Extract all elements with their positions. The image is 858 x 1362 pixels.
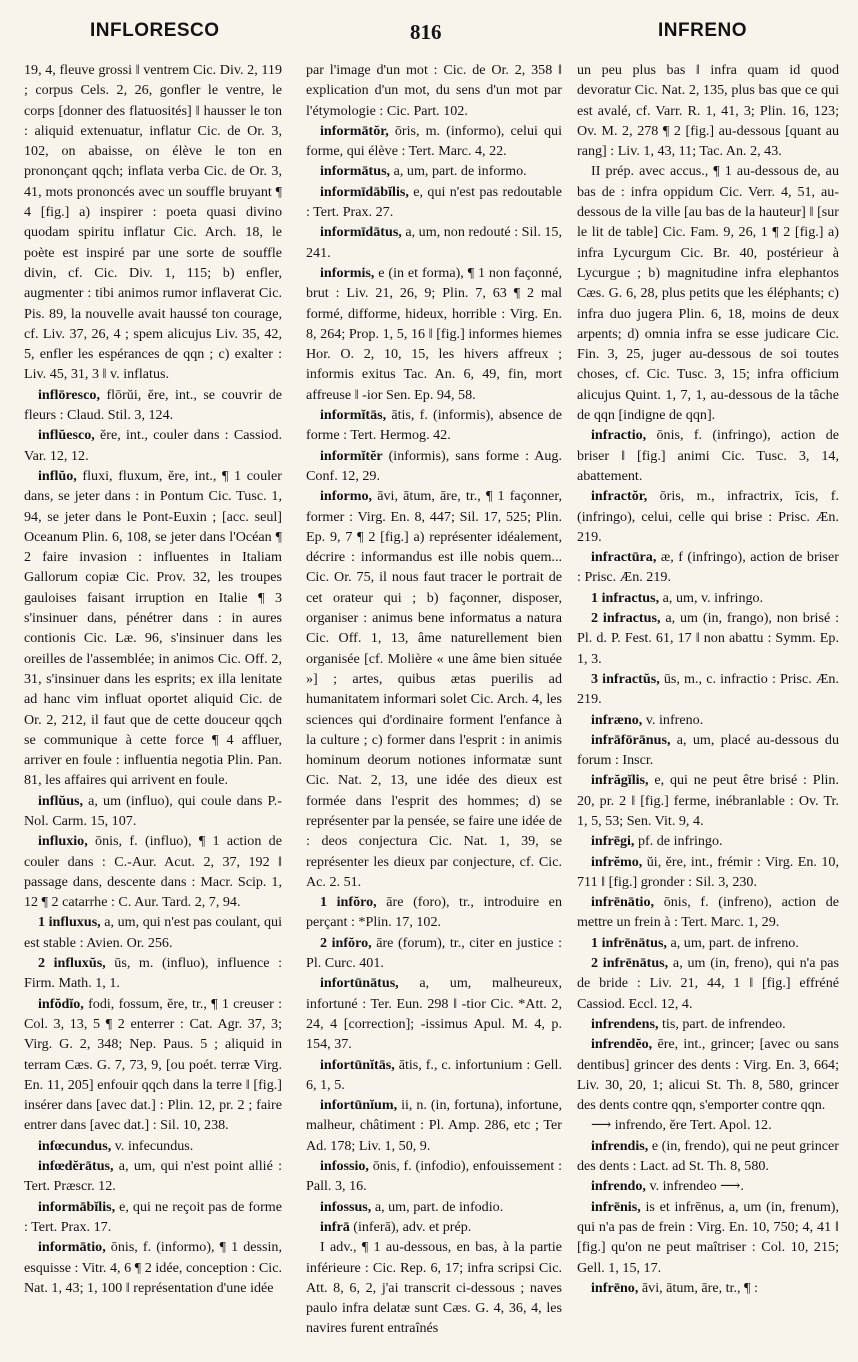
entry-definition: fodi, fossum, ĕre, tr., ¶ 1 creuser : Col. 3, 13, 5 ¶ 2 enterrer : Cat. Agr. 37, 3; Virg. G. 2, 348; Nep. Paus. 5 ; aliquid in terram Cæs. G. 7, 73, 9, [ou poét. terræ Virg. En. 11, 205] enfouir qqch dans la terre ‖ [fig.] insérer dans [avec dat.] : Plin. 12, pr. 2 ; faire entrer dans [avec dat.] : Sil. 10, 238. [24, 995, 282, 1134]
entry-definition: ōris, m., infractrix, īcis, f. (infringo), celui, celle qui brise : Prisc. Æn. 219. [577, 488, 839, 545]
dictionary-entry [24, 791, 282, 832]
dictionary-entry [577, 1034, 839, 1115]
dictionary-entry [24, 994, 282, 1136]
entry-definition: a, um, qui n'est pas coulant, qui est stable : Avien. Or. 256. [24, 914, 282, 951]
entry-definition: a, um, part. de infreno. [666, 934, 799, 951]
entry-definition: a, um, placé au-dessous du forum : Inscr. [577, 731, 839, 769]
entry-definition: 19, 4, fleuve grossi ‖ ventrem Cic. Div. 2, 119 ; corpus Cels. 2, 26, gonfler le ventre, le corps [donner des flatuosités] ‖ hausser le ton : aliquid extenuatur, inflatur Cic. de Or. 3, 102, on abaisse, on élève le ton en prononçant qqch; inflata verba Cic. de Or. 3, 41, mots prononcés avec un souffle bruyant ¶ 4 [fig.] a) inspirer : poeta quasi divino quodam spiritu inflatur Cic. Arch. 18, le poète est inspiré par une sorte de souffle divin, cf. Cic. Div. 1, 115; b) enfler, augmenter : tibi animos rumor inflaverat Cic. Pis. 89, la nouvelle avait haussé ton courage, cf. Liv. 37, 26, 4 ; spem alicujus Liv. 35, 42, 5, enfler les espérances de qqn ; c) exalter : Liv. 45, 31, 3 ‖ v. inflatus. [24, 62, 282, 383]
entry-headword: informīdātus, [320, 224, 402, 241]
entry-headword: informīdābĭlis, [320, 183, 409, 200]
entry-headword: informātio, [38, 1239, 106, 1256]
entry-headword: infrăgĭlis, [591, 772, 649, 789]
dictionary-entry [577, 60, 839, 161]
entry-headword: infossio, [320, 1158, 369, 1175]
entry-definition: ātis, f., c. infortunium : Gell. 6, 1, 5. [306, 1056, 562, 1093]
dictionary-entry [577, 1176, 839, 1196]
dictionary-entry [306, 1237, 562, 1338]
page-number: 816 [410, 20, 442, 44]
dictionary-entry [577, 1115, 839, 1135]
dictionary-entry [24, 912, 282, 953]
entry-headword: informātŏr, [320, 122, 389, 139]
entry-definition: a, um (in, freno), qui n'a pas de bride : Liv. 21, 44, 1 ‖ [fig.] effréné Cassiod. Eccl. 12, 4. [577, 955, 839, 1012]
entry-definition: (inferā), adv. et prép. [349, 1218, 472, 1235]
entry-definition: v. infreno. [642, 711, 704, 728]
entry-definition: ōris, m. (informo), celui qui forme, qui élève : Tert. Marc. 4, 22. [306, 122, 562, 160]
entry-definition: a, um, v. infringo. [659, 589, 764, 606]
entry-definition: āvi, ātum, āre, tr., ¶ 1 façonner, former : Virg. En. 8, 447; Sil. 17, 525; Plin. Ep. 9, 7 ¶ 2 [fig.] a) représenter idéalement, décrire : informandus est ille nobis quem... Cic. Or. 75, il nous faut tracer le portrait de cet orateur qui ; b) façonner, disposer, organiser : animus bene informatus a natura Cic. Off. 1, 13, âme naturellement bien organisée [cf. Molière « une âme bien située »] ; artes, quibus ætas puerilis ad humanitatem informari solet Cic. Arch. 4, les sciences qui d'ordinaire forment l'enfance à la culture ; c) former dans l'esprit : in animis hominum deorum notiones informatæ sunt Cic. Nat. 2, 13, une idée des dieux est formée dans l'esprit des hommes; d) se représenter par la pensée, se faire une idée de : deos conjectura Cic. Nat. 1, 39, se représenter les dieux par conjecture, cf. Cic. Ac. 2. 51. [306, 488, 562, 890]
dictionary-entry [306, 973, 562, 1054]
entry-definition: ĕre, int., couler dans : Cassiod. Var. 12, 12. [24, 427, 282, 464]
dictionary-entry [577, 1014, 839, 1034]
dictionary-entry [306, 121, 562, 162]
entry-headword: infræno, [591, 711, 643, 728]
entry-definition: a, um, part. de informo. [390, 163, 527, 180]
entry-definition: ŭi, ĕre, int., frémir : Virg. En. 10, 711 ‖ [fig.] gronder : Sil. 3, 230. [577, 853, 839, 890]
entry-definition: a, um, malheureux, infortuné : Ter. Eun. 298 ‖ -tior Cic. *Att. 2, 24, 4 [correction]; -issimus Apul. M. 4, p. 154, 37. [306, 975, 562, 1053]
entry-definition: par l'image d'un mot : Cic. de Or. 2, 358 ‖ explication d'un mot, du sens d'un mot par l'étymologie : Cic. Part. 102. [306, 62, 562, 119]
dictionary-entry [306, 1055, 562, 1096]
dictionary-entry [306, 60, 562, 121]
entry-headword: infœdĕrātus, [38, 1158, 114, 1175]
entry-headword: infrā [320, 1218, 350, 1235]
entry-headword: 1 infŏro, [320, 894, 377, 911]
entry-definition: e, qui ne reçoit pas de forme : Tert. Prax. 17. [24, 1198, 282, 1235]
entry-headword: informis, [320, 264, 375, 281]
entry-definition: a, um (influo), qui coule dans P.-Nol. Carm. 15, 107. [24, 792, 282, 829]
entry-definition: flōrŭi, ĕre, int., se couvrir de fleurs : Claud. Stil. 3, 124. [24, 386, 282, 424]
entry-headword: infrendis, [591, 1137, 649, 1154]
entry-definition: ōnis, f. (influo), ¶ 1 action de couler dans : C.-Aur. Acut. 2, 37, 192 ‖ passage dans, descente dans : Macr. Scip. 1, 12 ¶ 2 catarrhe : C. Aur. Tard. 2, 7, 94. [24, 833, 282, 911]
entry-headword: 3 infractŭs, [591, 670, 660, 687]
entry-definition: a, um, non redouté : Sil. 15, 241. [306, 224, 562, 261]
entry-headword: infrāfōrānus, [591, 731, 671, 748]
entry-headword: infrēgi, [591, 833, 635, 850]
dictionary-entry [577, 547, 839, 588]
entry-headword: infrēno, [591, 1279, 639, 1296]
dictionary-entry [24, 466, 282, 791]
dictionary-entry [306, 892, 562, 933]
dictionary-entry [306, 1156, 562, 1197]
entry-definition: a, um, qui n'est point allié : Tert. Præscr. 12. [24, 1158, 282, 1195]
dictionary-entry [577, 161, 839, 425]
entry-headword: informĭtĕr [320, 447, 383, 464]
dictionary-entry [577, 953, 839, 1014]
dictionary-entry [577, 486, 839, 547]
entry-headword: infossus, [320, 1198, 372, 1215]
entry-headword: informābĭlis, [38, 1198, 116, 1215]
dictionary-entry [306, 182, 562, 223]
entry-definition: e (in, frendo), qui ne peut grincer des dents : Lact. ad St. Th. 8, 580. [577, 1137, 839, 1175]
entry-headword: infrēnātio, [591, 894, 655, 911]
dictionary-entry [577, 669, 839, 710]
entry-headword: infrēnis, [591, 1198, 641, 1215]
dictionary-entry [577, 852, 839, 893]
dictionary-entry [24, 1197, 282, 1238]
entry-definition: ōnis, f. (informo), ¶ 1 dessin, esquisse : Vitr. 4, 6 ¶ 2 idée, conception : Cic. Nat. 1, 43; 1, 100 ‖ représentation d'une idée [24, 1239, 282, 1296]
entry-definition: ātis, f. (informis), absence de forme : Tert. Hermog. 42. [306, 407, 562, 444]
dictionary-entry [577, 710, 839, 730]
entry-definition: is et infrēnus, a, um (in, frenum), qui n'a pas de frein : Virg. En. 10, 750; 4, 41 ‖ [fig.] qu'on ne peut maîtriser : Col. 10, 215; Gell. 1, 15, 17. [577, 1198, 839, 1276]
entry-definition: e, qui n'est pas redoutable : Tert. Prax. 27. [306, 183, 562, 221]
entry-definition: ōnis, f. (infreno), action de mettre un frein à : Tert. Marc. 1, 29. [577, 894, 839, 931]
entry-definition: e (in et forma), ¶ 1 non façonné, brut : Liv. 21, 26, 9; Plin. 7, 63 ¶ 2 mal formé, difforme, hideux, horrible : Virg. En. 8, 264; Prop. 1, 5, 16 ‖ [fig.] informes hiemes Hor. O. 2, 10, 15, les hivers affreux ; informis exitus Tac. An. 6, 49, fin, mort affreuse ‖ -ior Sen. Ep. 94, 58. [306, 264, 562, 403]
dictionary-entry [24, 831, 282, 912]
dictionary-entry [306, 1217, 562, 1237]
entry-definition: ūs, m., c. infractio : Prisc. Æn. 219. [577, 670, 839, 708]
column-3 [577, 60, 839, 1350]
entry-headword: infŏdĭo, [38, 995, 84, 1012]
entry-definition: a, um, part. de infodio. [371, 1198, 504, 1215]
entry-definition: (informis), sans forme : Aug. Conf. 12, 29. [306, 447, 562, 484]
entry-headword: infrendens, [591, 1015, 659, 1032]
entry-headword: infortūnātus, [320, 975, 399, 992]
dictionary-entry [24, 1136, 282, 1156]
entry-headword: influxio, [38, 833, 88, 850]
entry-headword: inflōresco, [38, 386, 100, 403]
entry-definition: āre (foro), tr., introduire en perçant : *Plin. 17, 102. [306, 894, 562, 931]
entry-headword: 2 infrēnātus, [591, 955, 669, 972]
dictionary-entry [306, 486, 562, 892]
dictionary-entry [577, 892, 839, 933]
dictionary-entry [577, 770, 839, 831]
dictionary-entry [577, 588, 839, 608]
entry-headword: infractio, [591, 427, 647, 444]
dictionary-entry [24, 953, 282, 994]
entry-headword: 2 influxŭs, [38, 955, 106, 972]
running-head-left: INFLORESCO [90, 20, 220, 41]
dictionary-entry [306, 161, 562, 181]
dictionary-entry [306, 405, 562, 446]
dictionary-entry [577, 1197, 839, 1278]
entry-headword: infortūnĭtās, [320, 1056, 395, 1073]
entry-definition: fluxi, fluxum, ĕre, int., ¶ 1 couler dans, se jeter dans : in Pontum Cic. Tusc. 1, 94, se jeter dans le Pont-Euxin ; [acc. seul] Oceanum Plin. 6, 108, se jeter dans l'Océan ¶ 2 faire invasion : influentes in Italiam Gallorum copiæ Cic. Prov. 32, les troupes gauloises faisant irruption en Italie ¶ 3 s'insinuer dans, pénétrer dans : in aures contionis Cic. Læ. 96, s'insinuer dans les oreilles de l'assemblée; in animos Cic. Off. 2, 31, s'insinuer dans les esprits; ex illa lenitate ad hanc vim influat oportet aliquid Cic. de Or. 2, 212, il faut que de cette douceur qqch se communique à cette force ¶ 4 affluer, arriver en foule : influentia negotia Plin. Pan. 81, les affaires qui arrivent en foule. [24, 467, 282, 789]
entry-definition: v. infecundus. [111, 1137, 194, 1154]
dictionary-entry [577, 730, 839, 771]
entry-headword: inflŭus, [38, 792, 84, 809]
entry-definition: e, qui ne peut être brisé : Plin. 20, pr. 2 ‖ [fig.] ferme, inébranlable : Ov. Tr. 1, 5, 53; Sen. Vit. 9, 4. [577, 772, 839, 829]
entry-definition: I adv., ¶ 1 au-dessous, en bas, à la partie inférieure : Cic. Rep. 6, 17; infra scripsi Cic. Att. 8, 6, 2, j'ai transcrit ci-dessous ; naves paulo infra delatæ sunt Cæs. G. 4, 36, 4, les navires furent entraînés [306, 1239, 562, 1337]
column-2 [306, 60, 562, 1350]
entry-definition: v. infrendeo ⟶. [645, 1178, 744, 1195]
entry-definition: ⟶ infrendo, ĕre Tert. Apol. 12. [591, 1117, 772, 1134]
entry-headword: infractŏr, [591, 488, 648, 505]
entry-headword: 1 infrēnātus, [591, 934, 667, 951]
entry-definition: ōnis, f. (infringo), action de briser ‖ [fig.] animi Cic. Tusc. 3, 14, abattement. [577, 427, 839, 484]
entry-definition: āre (forum), tr., citer en justice : Pl. Curc. 401. [306, 934, 562, 972]
dictionary-entry [306, 446, 562, 487]
entry-headword: 1 influxus, [38, 914, 101, 931]
entry-definition: āvi, ātum, āre, tr., ¶ : [638, 1279, 758, 1296]
dictionary-entry [24, 60, 282, 385]
dictionary-entry [577, 1278, 839, 1298]
entry-definition: II prép. avec accus., ¶ 1 au-dessous de, au bas de : infra oppidum Cic. Verr. 4, 51, au-dessous de la ville [au bas de la hauteur] ‖ [sur le lit de table] Cic. Fam. 9, 26, 1 ¶ 2 [fig.] a) infra Lycurgum Cic. Br. 40, postérieur à Lycurgue ; b) magnitudine infra elephantos Cæs. G. 6, 28, plus petits que les éléphants; c) infra duo jugera Plin. 6, 18, moins de deux arpents; d) omnia infra se esse judicare Cic. Fin. 3, 25, juger au-dessous de soi toutes choses, cf. Cic. Tusc. 3, 15; infra officium alicujus Quint. 1, 7, 1, au-dessous de la tâche de qqn [indigne de qqn]. [577, 163, 839, 424]
dictionary-entry [577, 831, 839, 851]
entry-headword: infrendĕo, [591, 1036, 653, 1053]
dictionary-entry [306, 222, 562, 263]
dictionary-entry [24, 1156, 282, 1197]
entry-definition: æ, f (infringo), action de briser : Prisc. Æn. 219. [577, 549, 839, 586]
entry-headword: infortūnĭum, [320, 1097, 398, 1114]
entry-headword: 2 infŏro, [320, 934, 372, 951]
column-1 [24, 60, 282, 1350]
entry-definition: ūs, m. (influo), influence : Firm. Math. 1, 1. [24, 955, 282, 992]
entry-definition: tis, part. de infrendeo. [658, 1015, 786, 1032]
entry-definition: pf. de infringo. [634, 833, 723, 850]
entry-headword: infrĕmo, [591, 853, 643, 870]
entry-headword: infractūra, [591, 549, 657, 566]
entry-headword: infrendo, [591, 1178, 646, 1195]
entry-headword: 2 infractus, [591, 610, 661, 627]
dictionary-entry [577, 933, 839, 953]
dictionary-entry [306, 1095, 562, 1156]
entry-definition: a, um (in, frango), non brisé : Pl. d. P. Fest. 61, 17 ‖ non abattu : Symm. Ep. 1, 3. [577, 610, 839, 667]
dictionary-entry [24, 1237, 282, 1298]
entry-definition: ēre, int., grincer; [avec ou sans dentibus] grincer des dents : Virg. En. 3, 664; Liv. 30, 20, 1; alicui St. Th. 8, 580, grincer des dents contre qqn, s'emporter contre qqn. [577, 1036, 839, 1114]
entry-headword: inflŭo, [38, 467, 77, 484]
entry-headword: infœcundus, [38, 1137, 112, 1154]
dictionary-entry [306, 1197, 562, 1217]
entry-headword: inflŭesco, [38, 427, 95, 444]
running-head-right: INFRENO [658, 20, 747, 41]
dictionary-entry [306, 263, 562, 405]
entry-headword: 1 infractus, [591, 589, 660, 606]
entry-headword: informo, [320, 488, 373, 505]
dictionary-entry [577, 425, 839, 486]
entry-headword: informĭtās, [320, 407, 387, 424]
dictionary-entry [577, 608, 839, 669]
entry-definition: ōnis, f. (infodio), enfouissement : Pall. 3, 16. [306, 1158, 562, 1195]
dictionary-entry [24, 385, 282, 426]
dictionary-entry [24, 425, 282, 466]
entry-definition: un peu plus bas ‖ infra quam id quod devoratur Cic. Nat. 2, 135, plus bas que ce qui est avalé, cf. Varr. R. 1, 41, 3; Plin. 16, 123; Ov. M. 2, 278 ¶ 2 [fig.] au-dessous [quant au rang] : Liv. 1, 43, 11; Tac. An. 2, 43. [577, 62, 839, 160]
entry-headword: informātus, [320, 163, 391, 180]
dictionary-entry [306, 933, 562, 974]
entry-definition: ii, n. (in, fortuna), infortune, malheur, châtiment : Pl. Amp. 286, etc ; Ter Ad. 178; Liv. 1, 50, 9. [306, 1097, 562, 1154]
dictionary-entry [577, 1136, 839, 1177]
